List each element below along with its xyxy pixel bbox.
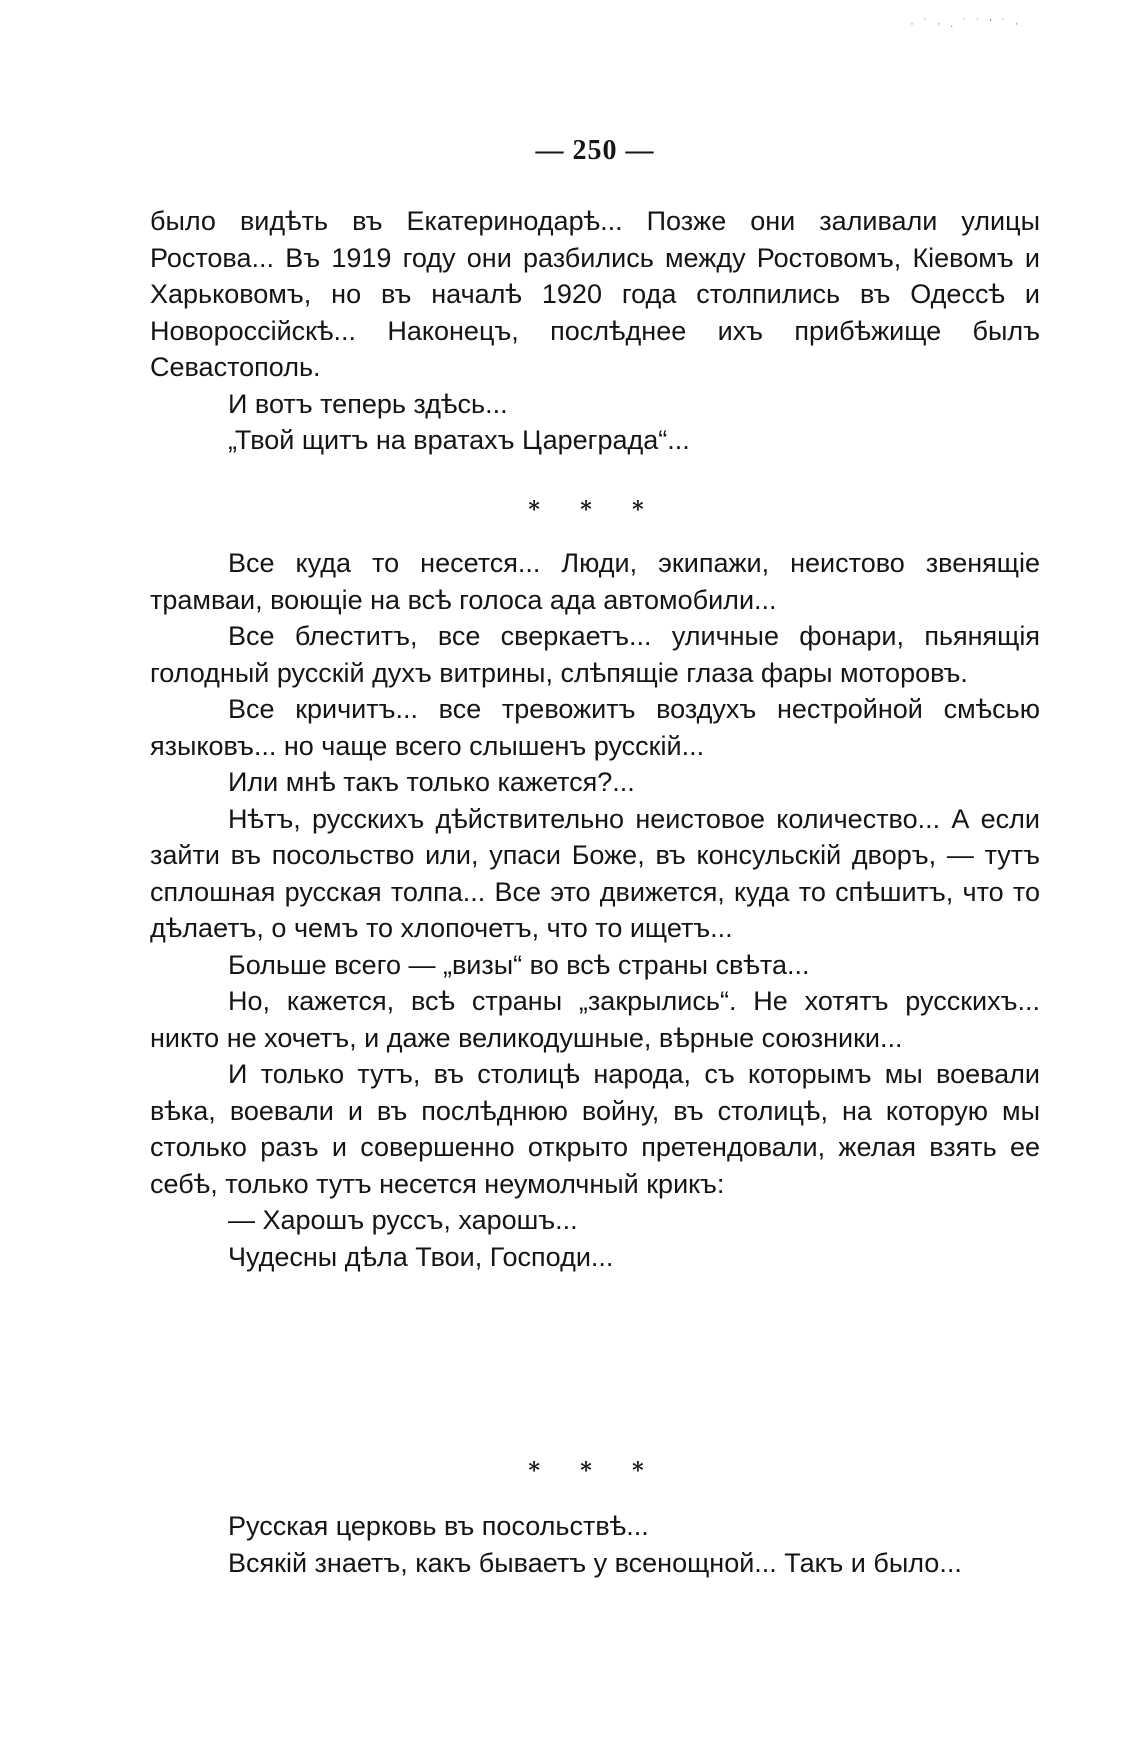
text-section-3 bbox=[150, 1508, 1040, 1581]
text-section-1 bbox=[150, 203, 1040, 459]
scan-artifact: · ˙ · . ˙ ˙ ‘ ˙ · bbox=[910, 16, 1022, 30]
text-section-2 bbox=[150, 545, 1040, 1275]
page-number: — 250 — bbox=[535, 135, 655, 166]
paragraph: Всякій знаетъ, какъ бываетъ у всенощной... Такъ и было... bbox=[228, 1547, 962, 1578]
paragraph: Чудесны дѣла Твои, Господи... bbox=[228, 1241, 614, 1272]
paragraph: И вотъ теперь здѣсь... bbox=[228, 388, 508, 419]
paragraph: было видѣть въ Екатеринодарѣ... Позже они заливали улицы Ростова... Въ 1919 году они разбились между Ростовомъ, Кіевомъ и Харьковомъ, но въ началѣ 1920 года столпились въ Одессѣ и Новороссійскѣ... Наконецъ, послѣднее ихъ прибѣжище былъ Севастополь. bbox=[150, 206, 1040, 382]
paragraph: Все куда то несется... Люди, экипажи, неистово звенящіе трамваи, воющіе на всѣ голоса ада автомобили... bbox=[150, 548, 1040, 615]
paragraph: Все кричитъ... все тревожитъ воздухъ нестройной смѣсью языковъ... но чаще всего слышенъ русскій... bbox=[150, 694, 1040, 761]
paragraph: Все блеститъ, все сверкаетъ... уличные фонари, пьянящія голодный русскій духъ витрины, слѣпящіе глаза фары моторовъ. bbox=[150, 621, 1040, 688]
section-divider-asterism: * * * bbox=[528, 497, 662, 523]
paragraph: Или мнѣ такъ только кажется?... bbox=[228, 767, 635, 797]
paragraph: „Твой щитъ на вратахъ Цареграда“... bbox=[228, 425, 690, 455]
paragraph: Русская церковь въ посольствѣ... bbox=[228, 1511, 649, 1541]
paragraph: Нѣтъ, русскихъ дѣйствительно неистовое количество... А если зайти въ посольство или, упаси Боже, въ консульскій дворъ, — тутъ сплошная русская толпа... Все это движется, куда то спѣшитъ, что то дѣлаетъ, о чемъ то хлопочетъ, что то ищетъ... bbox=[150, 803, 1040, 943]
paragraph: Больше всего — „визы“ во всѣ страны свѣта... bbox=[228, 949, 810, 980]
paragraph: — Харошъ руссъ, харошъ... bbox=[228, 1205, 578, 1235]
paragraph: И только тутъ, въ столицѣ народа, съ которымъ мы воевали вѣка, воевали и въ послѣднюю войну, въ столицѣ, на которую мы столько разъ и совершенно открыто претендовали, желая взять ее себѣ, только тутъ несется неумолчный крикъ: bbox=[150, 1059, 1040, 1199]
section-divider-asterism: * * * bbox=[528, 1458, 662, 1484]
paragraph: Но, кажется, всѣ страны „закрылись“. Не хотятъ русскихъ... никто не хочетъ, и даже великодушные, вѣрные союзники... bbox=[150, 986, 1040, 1053]
